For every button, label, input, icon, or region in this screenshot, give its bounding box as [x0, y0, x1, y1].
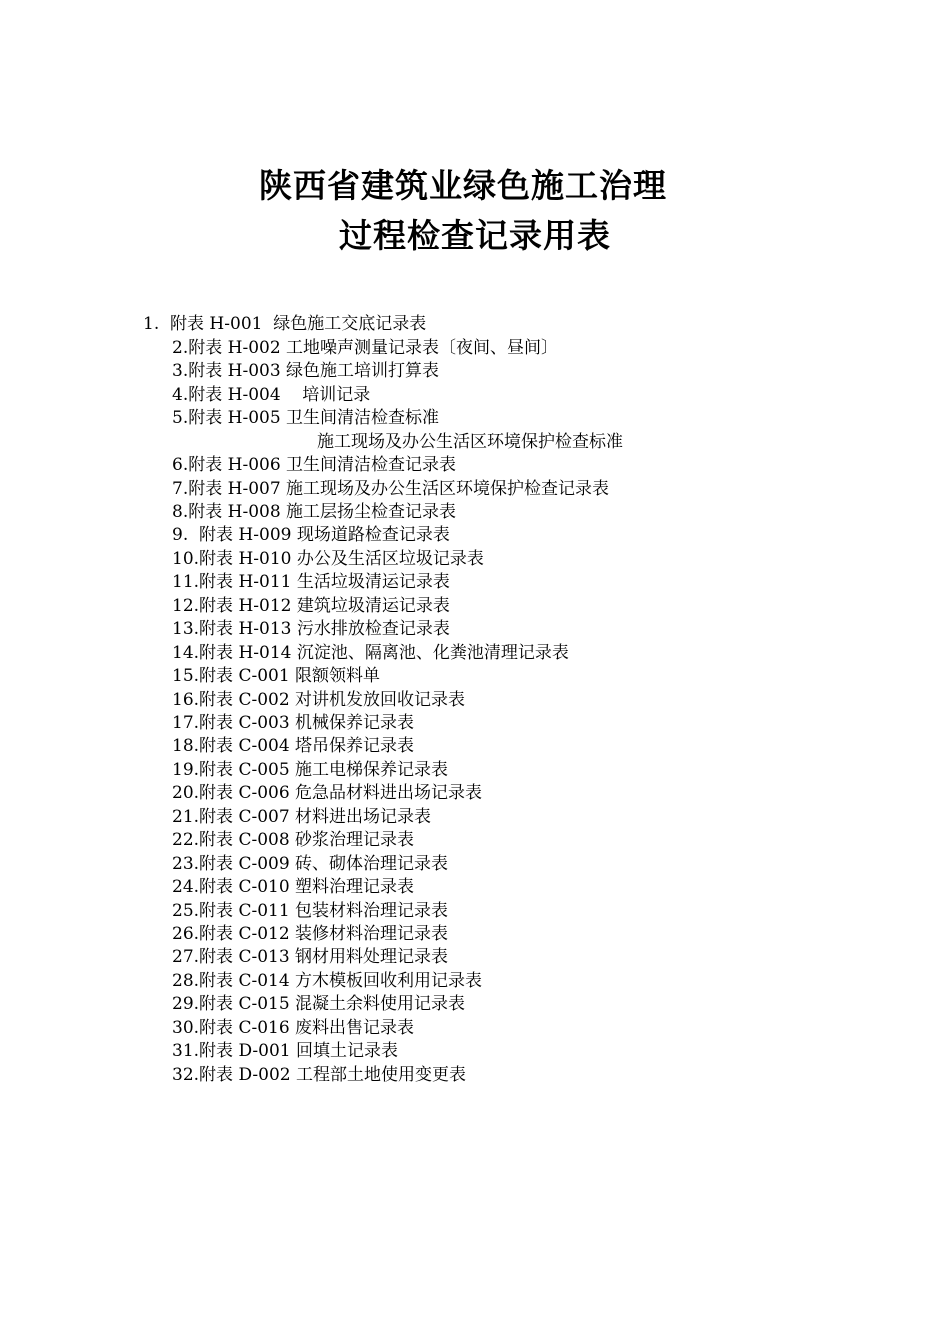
toc-entry: 18.附表 C-004 塔吊保养记录表: [172, 736, 415, 756]
toc-entry: 21.附表 C-007 材料进出场记录表: [172, 807, 432, 827]
toc-entry: 19.附表 C-005 施工电梯保养记录表: [172, 760, 449, 780]
toc-entry: 22.附表 C-008 砂浆治理记录表: [172, 830, 415, 850]
toc-entry: 29.附表 C-015 混凝土余料使用记录表: [172, 994, 466, 1014]
toc-entry: 27.附表 C-013 钢材用料处理记录表: [172, 947, 449, 967]
toc-entry: 6.附表 H-006 卫生间清洁检查记录表: [172, 455, 457, 475]
toc-entry: 2.附表 H-002 工地噪声测量记录表〔夜间、昼间〕: [172, 338, 559, 358]
toc-entry: 14.附表 H-014 沉淀池、隔离池、化粪池清理记录表: [172, 643, 569, 663]
toc-entry: 32.附表 D-002 工程部土地使用变更表: [172, 1065, 466, 1085]
toc-entry: 16.附表 C-002 对讲机发放回收记录表: [172, 690, 466, 710]
document-title-line-2: 过程检查记录用表: [339, 216, 611, 255]
toc-entry-continuation: 施工现场及办公生活区环境保护检查标准: [317, 432, 623, 452]
toc-entry: 25.附表 C-011 包装材料治理记录表: [172, 901, 449, 921]
toc-entry: 7.附表 H-007 施工现场及办公生活区环境保护检查记录表: [172, 479, 610, 499]
toc-entry: 30.附表 C-016 废料出售记录表: [172, 1018, 415, 1038]
toc-entry: 8.附表 H-008 施工层扬尘检查记录表: [172, 502, 457, 522]
toc-entry: 23.附表 C-009 砖、砌体治理记录表: [172, 854, 449, 874]
toc-entry: 26.附表 C-012 装修材料治理记录表: [172, 924, 449, 944]
toc-entry: 17.附表 C-003 机械保养记录表: [172, 713, 415, 733]
toc-entry: 11.附表 H-011 生活垃圾清运记录表: [172, 572, 450, 592]
toc-entry: 24.附表 C-010 塑料治理记录表: [172, 877, 415, 897]
toc-entry: 1. 附表 H-001 绿色施工交底记录表: [143, 314, 427, 334]
toc-entry: 10.附表 H-010 办公及生活区垃圾记录表: [172, 549, 484, 569]
toc-entry: 12.附表 H-012 建筑垃圾清运记录表: [172, 596, 450, 616]
toc-entry: 4.附表 H-004 培训记录: [172, 385, 371, 405]
toc-entry: 20.附表 C-006 危急品材料进出场记录表: [172, 783, 483, 803]
toc-entry: 28.附表 C-014 方木模板回收利用记录表: [172, 971, 483, 991]
toc-entry: 3.附表 H-003 绿色施工培训打算表: [172, 361, 440, 381]
toc-entry: 15.附表 C-001 限额领料单: [172, 666, 381, 686]
toc-entry: 13.附表 H-013 污水排放检查记录表: [172, 619, 450, 639]
document-title-line-1: 陕西省建筑业绿色施工治理: [259, 166, 667, 205]
toc-entry: 5.附表 H-005 卫生间清洁检查标准: [172, 408, 440, 428]
toc-entry: 31.附表 D-001 回填土记录表: [172, 1041, 398, 1061]
toc-entry: 9. 附表 H-009 现场道路检查记录表: [172, 525, 450, 545]
